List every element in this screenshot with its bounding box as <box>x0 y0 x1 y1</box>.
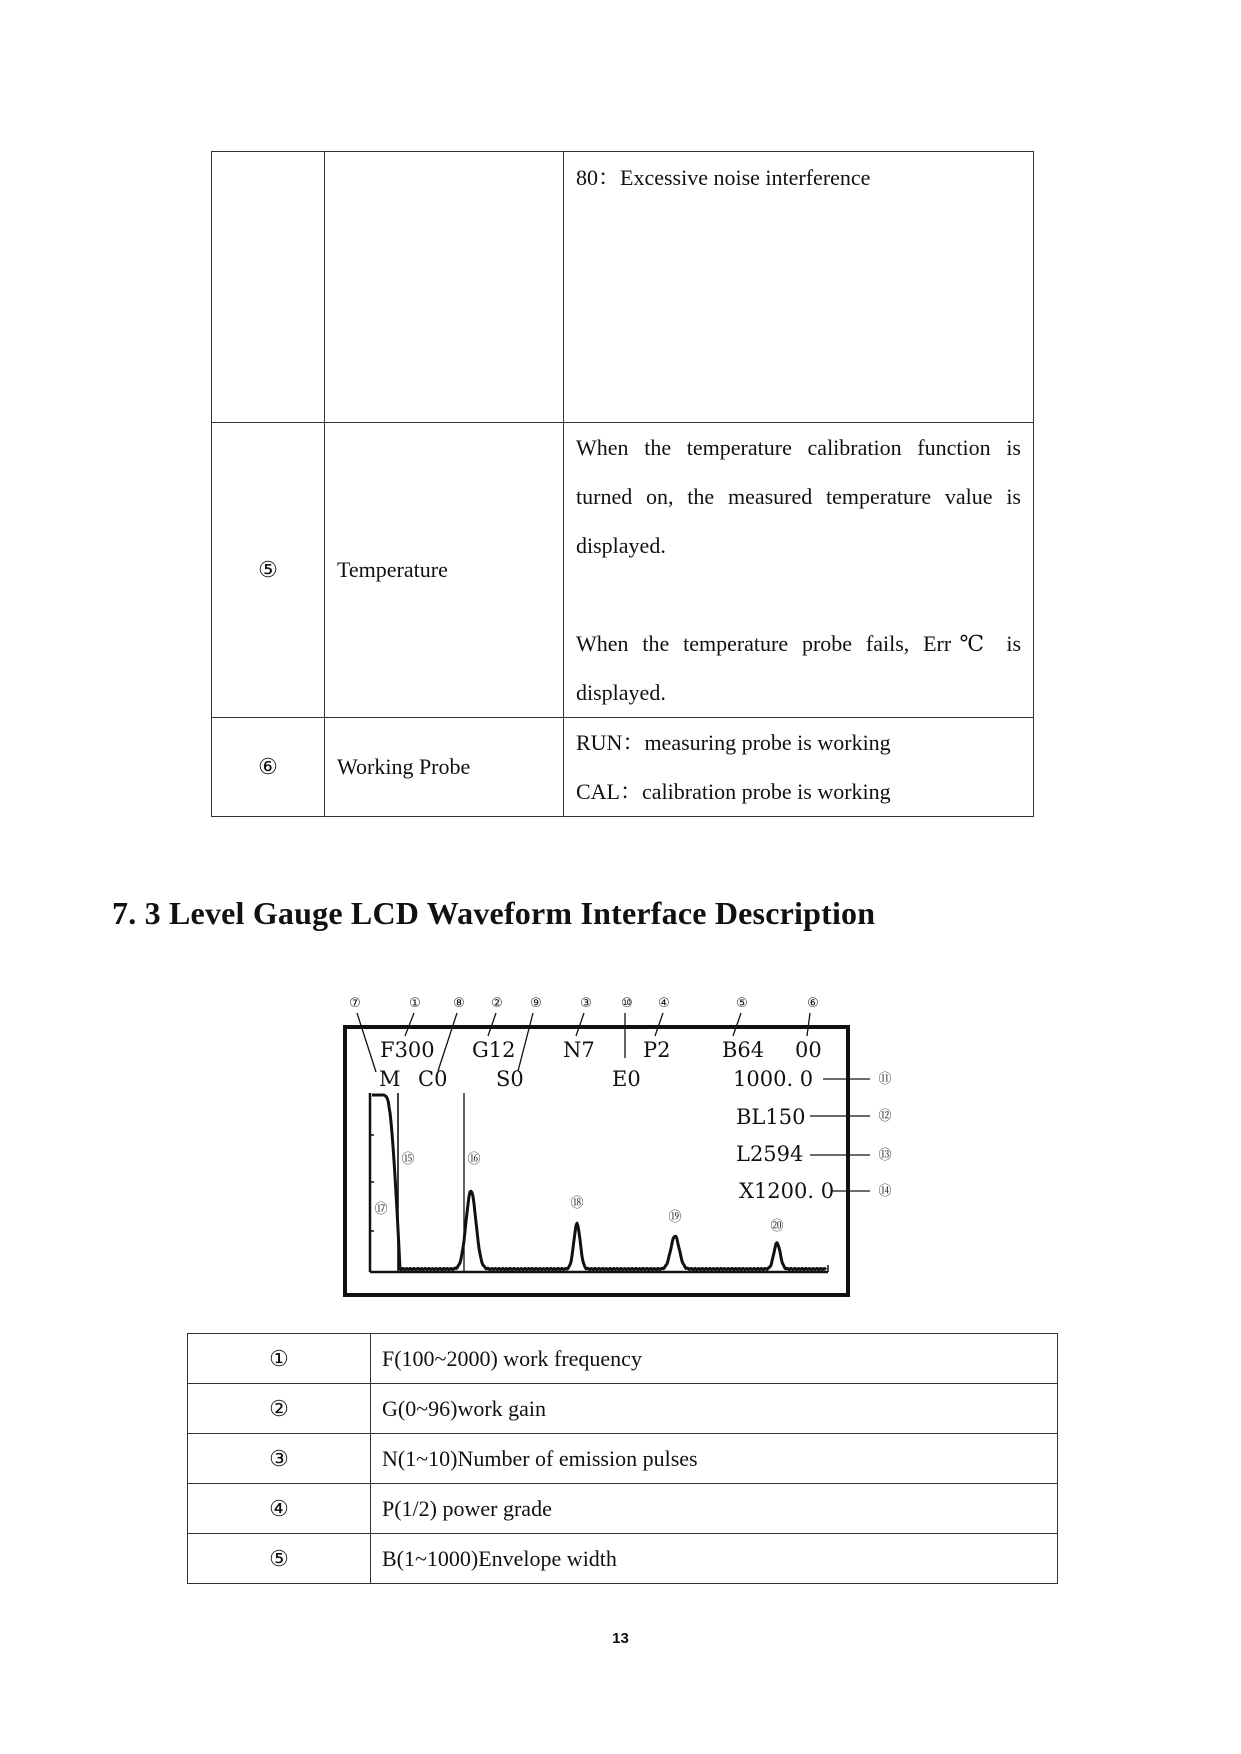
description-line: RUN：measuring probe is working <box>576 730 891 755</box>
row-number <box>212 152 325 423</box>
callout-1: ① <box>409 996 421 1011</box>
callout-17: ⑰ <box>374 1202 388 1217</box>
e-value: E0 <box>612 1067 641 1091</box>
x-value: X1200. 0 <box>739 1179 835 1203</box>
table-row <box>188 1534 1058 1584</box>
page-number: 13 <box>612 1630 629 1647</box>
blind-zone-value: BL150 <box>736 1105 806 1129</box>
row-description: G(0~96)work gain <box>371 1384 1058 1434</box>
callout-9: ⑨ <box>530 996 542 1011</box>
s-value: S0 <box>496 1067 524 1091</box>
callout-15: ⑮ <box>401 1152 415 1167</box>
status-description-table <box>211 151 1034 817</box>
callout-3: ③ <box>580 996 592 1011</box>
callout-13: ⑬ <box>878 1148 892 1163</box>
table-row <box>188 1434 1058 1484</box>
description-line: 80：Excessive noise interference <box>576 165 871 190</box>
callout-14: ⑭ <box>878 1184 892 1199</box>
level-value: L2594 <box>736 1142 804 1166</box>
c-value: C0 <box>418 1067 448 1091</box>
parameter-legend-table <box>187 1333 1058 1584</box>
top-callouts <box>349 996 819 1011</box>
row-description: N(1~10)Number of emission pulses <box>371 1434 1058 1484</box>
callout-11: ⑪ <box>878 1072 892 1087</box>
row-number: ⑤ <box>188 1534 371 1584</box>
row-number: ⑤ <box>212 423 325 718</box>
row-description: B(1~1000)Envelope width <box>371 1534 1058 1584</box>
lcd-top-row <box>380 1038 822 1062</box>
right-leader-lines <box>810 1079 870 1191</box>
row-description <box>564 718 1034 817</box>
paragraph-gap <box>576 570 1021 619</box>
description-line: CAL：calibration probe is working <box>576 779 891 804</box>
callout-7: ⑦ <box>349 996 361 1011</box>
row-description: F(100~2000) work frequency <box>371 1334 1058 1384</box>
callout-5: ⑤ <box>736 996 748 1011</box>
lcd-second-row <box>379 1067 813 1091</box>
callout-18: ⑱ <box>570 1196 584 1211</box>
frequency-value: F300 <box>380 1038 435 1062</box>
right-callouts <box>878 1072 891 1199</box>
callout-20: ⑳ <box>770 1219 784 1234</box>
pulse-count-value: N7 <box>563 1038 595 1062</box>
table-row <box>212 718 1034 817</box>
description-paragraph: When the temperature probe fails, Err℃ is displayed. <box>576 631 1021 705</box>
callout-16: ⑯ <box>467 1152 481 1167</box>
callout-10: ⑩ <box>621 996 633 1011</box>
row-number: ③ <box>188 1434 371 1484</box>
row-name: Working Probe <box>325 718 564 817</box>
row-number: ① <box>188 1334 371 1384</box>
section-heading: 7. 3 Level Gauge LCD Waveform Interface Description <box>112 895 876 931</box>
plot-callouts <box>374 1152 783 1234</box>
row-number: ④ <box>188 1484 371 1534</box>
callout-8: ⑧ <box>453 996 465 1011</box>
callout-4: ④ <box>658 996 670 1011</box>
row-number: ② <box>188 1384 371 1434</box>
callout-12: ⑫ <box>878 1109 892 1124</box>
lcd-right-values <box>736 1105 834 1203</box>
table-row <box>212 423 1034 718</box>
table-row <box>188 1484 1058 1534</box>
lcd-waveform-figure <box>330 985 920 1305</box>
row-description <box>564 423 1034 718</box>
gain-value: G12 <box>472 1038 516 1062</box>
table-row <box>188 1384 1058 1434</box>
power-grade-value: P2 <box>643 1038 671 1062</box>
row-name <box>325 152 564 423</box>
callout-19: ⑲ <box>668 1210 682 1225</box>
row-name: Temperature <box>325 423 564 718</box>
measured-value: 1000. 0 <box>733 1067 814 1091</box>
table-row <box>188 1334 1058 1384</box>
mode-indicator: M <box>379 1067 401 1091</box>
envelope-width-value: B64 <box>722 1038 765 1062</box>
description-paragraph: When the temperature calibration function is turned on, the measured temperature value is displayed. <box>576 435 1021 558</box>
row-description <box>564 152 1034 423</box>
table-row <box>212 152 1034 423</box>
row-description: P(1/2) power grade <box>371 1484 1058 1534</box>
lcd-diagram <box>330 985 920 1305</box>
row-number: ⑥ <box>212 718 325 817</box>
status-code-value: 00 <box>795 1038 822 1062</box>
callout-6: ⑥ <box>807 996 819 1011</box>
callout-2: ② <box>491 996 503 1011</box>
